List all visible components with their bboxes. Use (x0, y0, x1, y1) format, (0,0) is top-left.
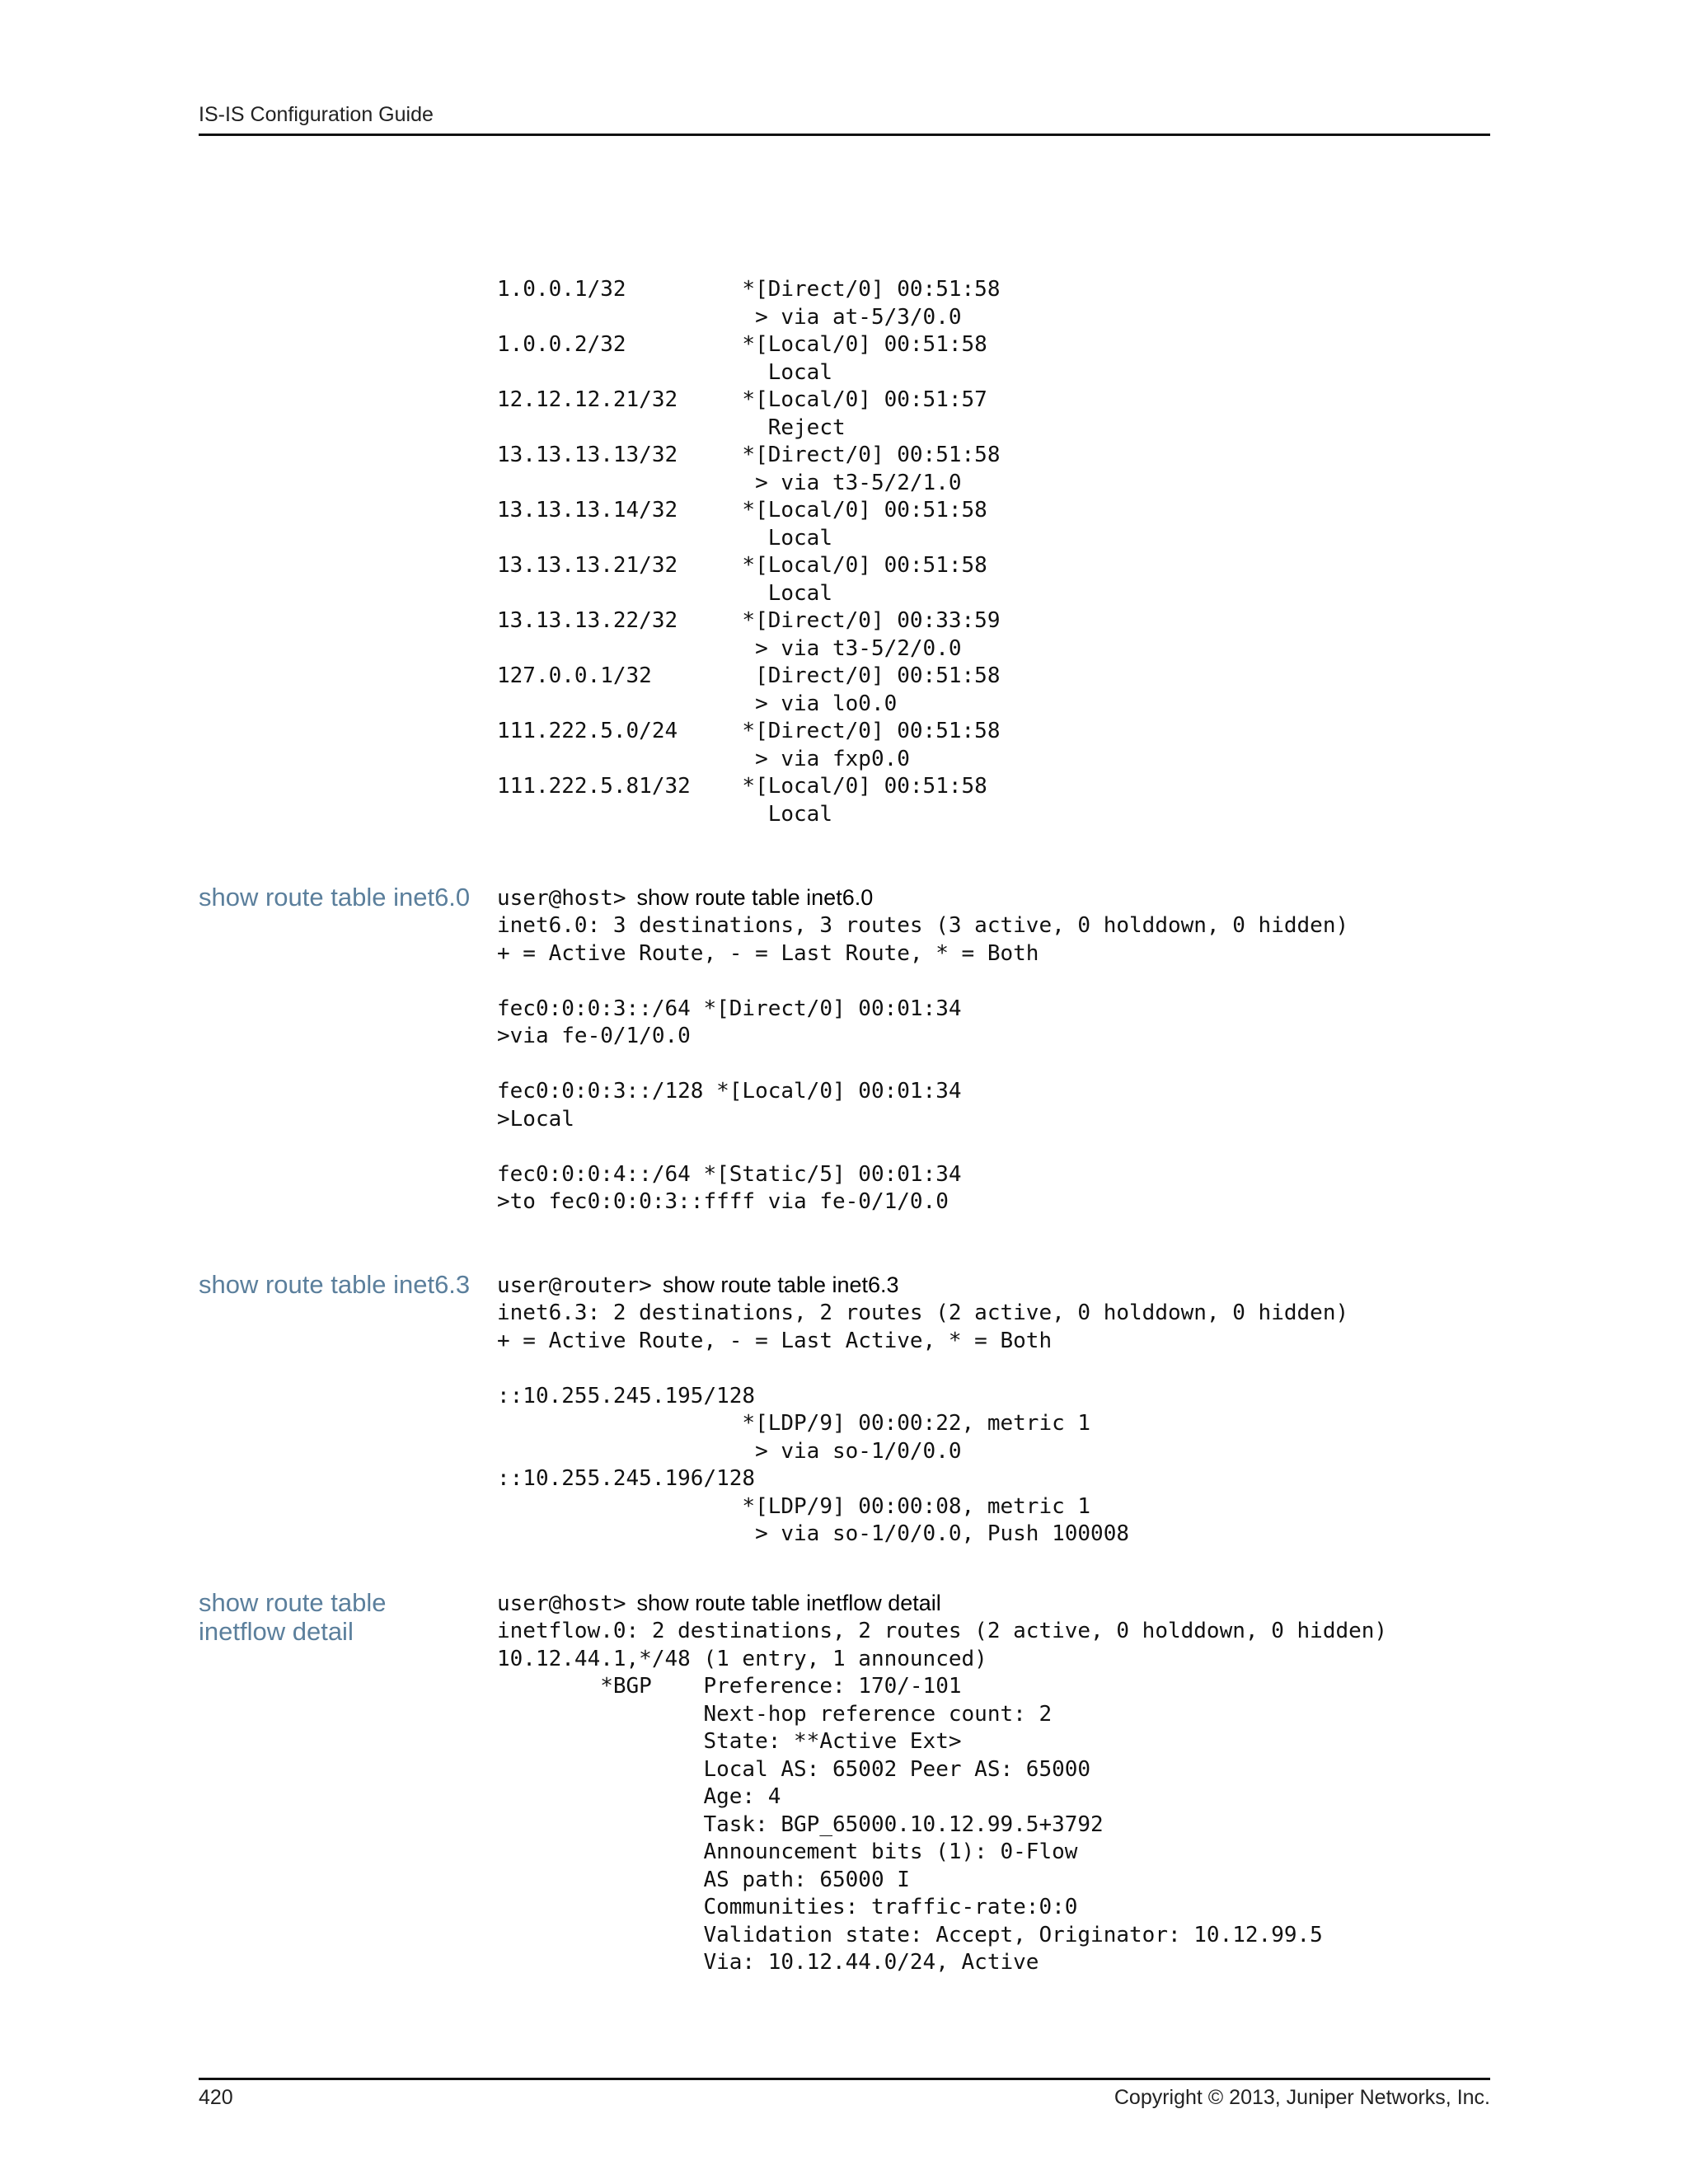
header-title: IS-IS Configuration Guide (199, 103, 434, 126)
command-line-inet6-0 (497, 884, 873, 913)
section-label-inet6-0: show route table inet6.0 (199, 883, 471, 912)
prompt: user@host> (497, 886, 626, 911)
command: show route table inet6.3 (662, 1272, 899, 1297)
command-line-inet6-3 (497, 1272, 899, 1301)
prompt: user@router> (497, 1273, 652, 1298)
command: show route table inet6.0 (636, 885, 874, 910)
footer-rule (199, 2078, 1490, 2080)
command: show route table inetflow detail (636, 1591, 941, 1615)
route-output-block: 1.0.0.1/32 *[Direct/0] 00:51:58 > via at-5/3/0.0 1.0.0.2/32 *[Local/0] 00:51:58 Local 12.12.12.21/32 *[Local/0] 00:51:57 Reject 13.13.13.13/32 *[Direct/0] 00:51:58 > via t3-5/2/1.0 13.13.13.14/32 *[Local/0] 00:51:58 Local 13.13.13.21/32 *[Local/0] 00:51:58 Local 13.13.13.22/32 *[Direct/0] 00:33:59 > via t3-5/2/0.0 127.0.0.1/32 [Direct/0] 00:51:58 > via lo0.0 111.222.5.0/24 *[Direct/0] 00:51:58 > via fxp0.0 111.222.5.81/32 *[Local/0] 00:51:58 Local (497, 277, 1001, 827)
command-output-inet6-0: inet6.0: 3 destinations, 3 routes (3 active, 0 holddown, 0 hidden) + = Active Route, - = Last Route, * = Both fec0:0:0:3::/64 *[Direct/0] 00:01:34 >via fe-0/1/0.0 fec0:0:0:3::/128 *[Local/0] 00:01:34 >Local fec0:0:0:4::/64 *[Static/5] 00:01:34 >to fec0:0:0:3::ffff via fe-0/1/0.0 (497, 913, 1349, 1214)
prompt: user@host> (497, 1591, 626, 1616)
command-output-inet6-3: inet6.3: 2 destinations, 2 routes (2 active, 0 holddown, 0 hidden) + = Active Route, - = Last Active, * = Both ::10.255.245.195/128 *[LDP/9] 00:00:22, metric 1 > via so-1/0/0.0 ::10.255.245.196/128 *[LDP/9] 00:00:08, metric 1 > via so-1/0/0.0, Push 100008 (497, 1301, 1349, 1546)
page-number: 420 (199, 2086, 233, 2109)
copyright-notice: Copyright © 2013, Juniper Networks, Inc. (1114, 2086, 1490, 2109)
header-rule (199, 134, 1490, 136)
section-label-inet6-3: show route table inet6.3 (199, 1270, 471, 1299)
command-output-inetflow-detail: inetflow.0: 2 destinations, 2 routes (2 active, 0 holddown, 0 hidden) 10.12.44.1,*/48 (1 entry, 1 announced) *BGP Preference: 170/-101 Next-hop reference count: 2 State: **Active Ext> Local AS: 65002 Peer AS: 65000 Age: 4 Task: BGP_65000.10.12.99.5+3792 Announcement bits (1): 0-Flow AS path: 65000 I Communities: traffic-rate:0:0 Validation state: Accept, Originator: 10.12.99.5 Via: 10.12.44.0/24, Active (497, 1619, 1388, 1975)
command-line-inetflow-detail (497, 1590, 941, 1619)
page-header (199, 101, 1490, 129)
section-label-inetflow-detail: show route table inetflow detail (199, 1588, 387, 1646)
